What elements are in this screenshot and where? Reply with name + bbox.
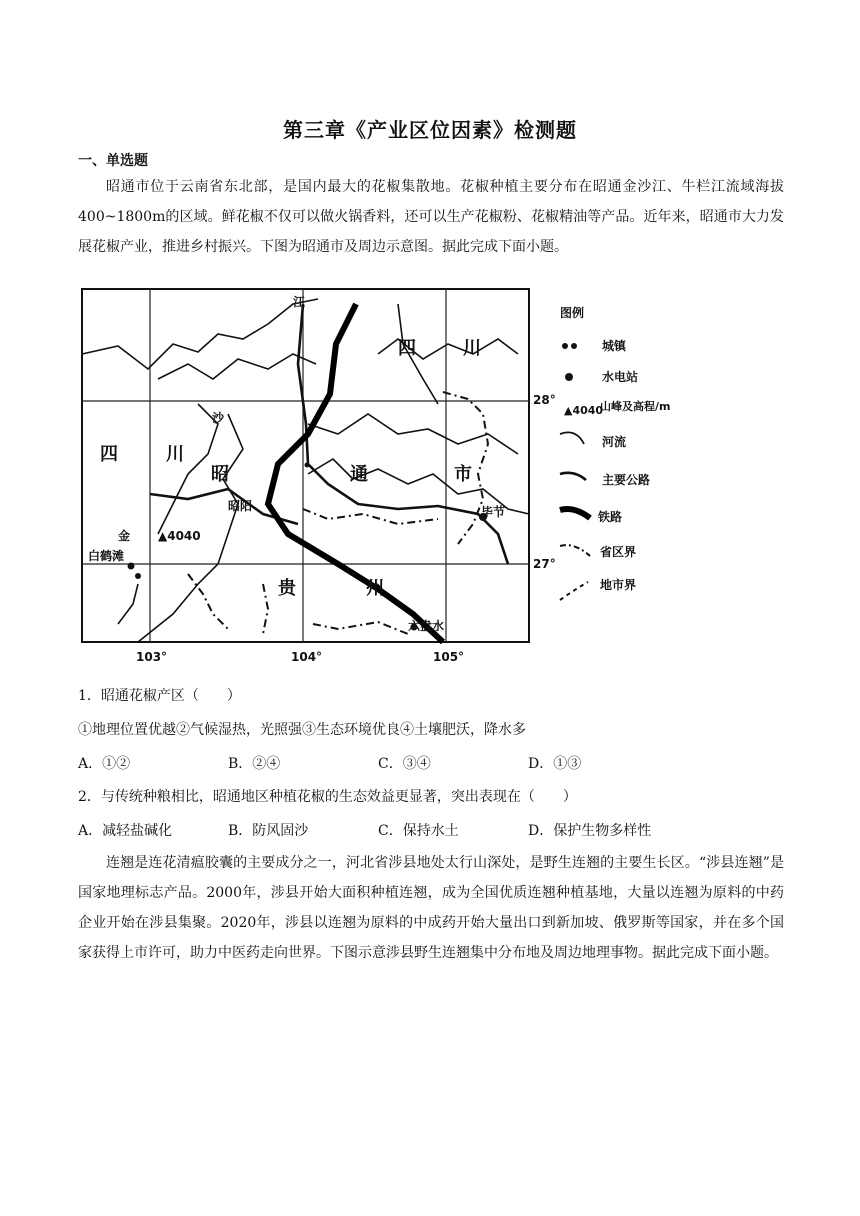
label-peak: ▲4040 — [158, 529, 201, 543]
label-bijie: 毕节 — [481, 505, 506, 519]
label-zhao: 昭 — [211, 464, 229, 485]
hydro-station-marker — [135, 573, 141, 579]
question-1-option-a: A．①② — [78, 756, 131, 772]
question-2-stem: 2．与传统种粮相比，昭通地区种植花椒的生态效益更显著，突出表现在（ ） — [78, 789, 577, 805]
lat-label-27: 27° — [533, 557, 556, 571]
lat-label-28: 28° — [533, 393, 556, 407]
question-1-option-c: C．③④ — [378, 756, 431, 772]
label-zhaoyang: 昭阳 — [228, 499, 253, 513]
question-1-statements: ①地理位置优越②气候湿热，光照强③生态环境优良④土壤肥沃，降水多 — [78, 722, 526, 738]
legend-prov-border-label: 省区界 — [600, 545, 637, 559]
second-paragraph: 连翘是连花清瘟胶囊的主要成分之一，河北省涉县地处太行山深处，是野生连翘的主要生长区。“涉县连翘”是国家地理标志产品。2000年，涉县开始大面积种植连翘，成为全国优质连翘种植基地，大量以连翘为原料的中药企业开始在涉县集聚。2020年，涉县以连翘为原料的中成药开始大量出口到新加坡、俄罗斯等国家，并在多个国家获得上市许可，助力中医药走向世界。下图示意涉县野生连翘集中分布地及周边地理事物。据此完成下面小题。 — [78, 855, 784, 961]
label-jin: 金 — [118, 529, 131, 543]
legend-town-icon — [562, 343, 568, 349]
legend-city-border-icon — [560, 582, 588, 600]
legend-peak-label: 山峰及高程/m — [600, 400, 671, 413]
label-chuan-west: 川 — [166, 444, 184, 465]
lon-label-103: 103° — [136, 650, 168, 664]
legend-title: 图例 — [560, 306, 585, 320]
lon-label-105: 105° — [433, 650, 465, 664]
label-liupanshui: 六盘水 — [408, 619, 445, 633]
intro-paragraph: 昭通市位于云南省东北部，是国内最大的花椒集散地。花椒种植主要分布在昭通金沙江、牛栏江流域海拔400~1800m的区域。鲜花椒不仅可以做火锅香料，还可以生产花椒粉、花椒精油等产品。近年来，昭通市大力发展花椒产业，推进乡村振兴。下图为昭通市及周边示意图。据此完成下面小题。 — [78, 179, 784, 255]
legend-river-icon — [560, 432, 584, 444]
label-tong: 通 — [350, 464, 368, 485]
legend-hydro-label: 水电站 — [602, 370, 639, 384]
label-zhou: 州 — [366, 578, 384, 599]
legend-peak-icon: ▲4040 — [564, 404, 604, 417]
label-shi: 市 — [454, 464, 472, 485]
label-jiang: 江 — [293, 295, 306, 309]
section-heading: 一、单选题 — [78, 153, 148, 169]
zhaotong-map — [78, 284, 671, 668]
legend-town-label: 城镇 — [602, 339, 627, 353]
question-2-option-b: B．防风固沙 — [228, 823, 309, 839]
label-sha: 沙 — [212, 411, 225, 425]
label-gui: 贵 — [278, 578, 296, 599]
question-1-option-b: B．②④ — [228, 756, 281, 772]
town-baihetan-marker — [128, 563, 135, 570]
question-2-option-a: A．减轻盐碱化 — [78, 823, 173, 839]
map-legend — [560, 305, 670, 600]
page-title: 第三章《产业区位因素》检测题 — [283, 118, 577, 142]
legend-hydro-icon — [565, 373, 573, 381]
label-baihetan: 白鹤滩 — [88, 549, 125, 563]
legend-river-label: 河流 — [602, 435, 627, 449]
legend-road-icon — [560, 473, 586, 480]
label-chuan-north: 川 — [463, 338, 481, 359]
question-2-option-c: C．保持水土 — [378, 823, 459, 839]
legend-prov-border-icon — [560, 545, 590, 556]
legend-road-label: 主要公路 — [602, 473, 651, 487]
question-2-option-d: D．保护生物多样性 — [528, 823, 652, 839]
label-si-west: 四 — [100, 444, 118, 465]
legend-railway-icon — [560, 509, 590, 518]
legend-city-border-label: 地市界 — [600, 578, 637, 592]
question-1-stem: 1．昭通花椒产区（ ） — [78, 688, 241, 704]
legend-railway-label: 铁路 — [598, 510, 623, 524]
question-1-option-d: D．①③ — [528, 756, 582, 772]
lon-label-104: 104° — [291, 650, 323, 664]
town-zhaotong-marker — [305, 463, 310, 468]
label-si-north: 四 — [398, 338, 416, 359]
